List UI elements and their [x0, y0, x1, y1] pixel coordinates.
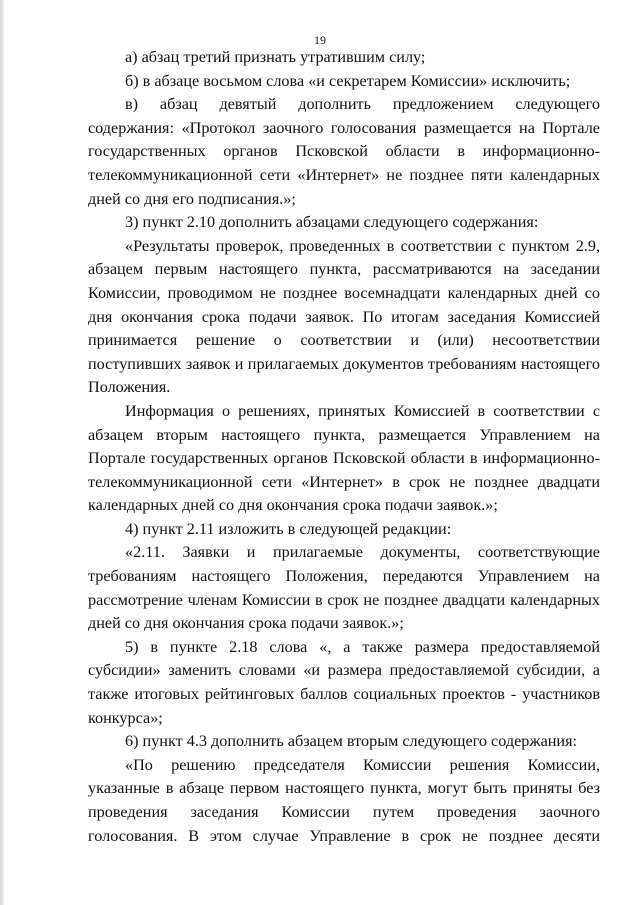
text-line: государственных органов Псковской области в информационно-	[88, 142, 600, 161]
text-line: а) абзац третий признать утратившим силу;	[125, 48, 426, 66]
text-line: дня окончания срока подачи заявок. По итогам заседания Комиссией	[88, 307, 600, 326]
text-line: «2.11. Заявки и прилагаемые документы, соответствующие	[125, 543, 600, 562]
text-line: дней со дня его подписания.»;	[88, 189, 296, 208]
text-line: календарных дней со дня окончания срока подачи заявок.»;	[88, 496, 498, 515]
text-line: рассмотрение членам Комиссии в срок не позднее двадцати календарных	[88, 590, 600, 609]
page-number: 19	[314, 33, 326, 47]
text-line: субсидии» заменить словами «и размера предоставляемой субсидии, а	[88, 661, 600, 680]
text-line: содержания: «Протокол заочного голосования размещается на Портале	[88, 118, 600, 137]
text-line: также итоговых рейтинговых баллов социальных проектов - участников	[88, 685, 600, 704]
text-line: Информация о решениях, принятых Комиссией в соответствии с	[125, 401, 600, 420]
text-line: указанные в абзаце первом настоящего пункта, могут быть приняты без	[88, 779, 600, 798]
text-line: абзацем вторым настоящего пункта, размещается Управлением на	[88, 425, 600, 444]
text-line: в) абзац девятый дополнить предложением следующего	[125, 95, 600, 114]
text-line: конкурса»;	[88, 708, 163, 727]
text-line: телекоммуникационной сети «Интернет» в срок не позднее двадцати	[88, 472, 600, 491]
text-line: 3) пункт 2.10 дополнить абзацами следующего содержания:	[125, 213, 539, 232]
scan-edge	[0, 0, 4, 905]
text-line: 4) пункт 2.11 изложить в следующей редакции:	[125, 519, 452, 538]
document-body	[88, 46, 600, 848]
text-line: Комиссии, проводимом не позднее восемнадцати календарных дней со	[88, 283, 600, 302]
text-line: телекоммуникационной сети «Интернет» не позднее пяти календарных	[88, 165, 600, 184]
text-line: принимается решение о соответствии и (или) несоответствии	[88, 331, 600, 350]
text-line: 5) в пункте 2.18 слова «, а также размера предоставляемой	[125, 637, 600, 656]
text-line: требованиям настоящего Положения, передаются Управлением на	[88, 567, 600, 586]
text-line: проведения заседания Комиссии путем проведения заочного	[88, 803, 600, 821]
text-line: поступивших заявок и прилагаемых документов требованиям настоящего	[88, 354, 600, 373]
text-line: голосования. В этом случае Управление в срок не позднее десяти	[88, 826, 600, 845]
text-line: «По решению председателя Комиссии решения Комиссии,	[125, 755, 600, 774]
text-line: Положения.	[88, 378, 171, 397]
text-line: б) в абзаце восьмом слова «и секретарем Комиссии» исключить;	[125, 71, 571, 90]
text-line: дней со дня окончания срока подачи заявок.»;	[88, 614, 404, 633]
text-line: Портале государственных органов Псковской области в информационно-	[88, 449, 600, 468]
text-line: 6) пункт 4.3 дополнить абзацем вторым следующего содержания:	[125, 732, 578, 751]
text-line: абзацем первым настоящего пункта, рассматриваются на заседании	[88, 260, 600, 279]
text-line: «Результаты проверок, проведенных в соответствии с пунктом 2.9,	[125, 236, 600, 255]
